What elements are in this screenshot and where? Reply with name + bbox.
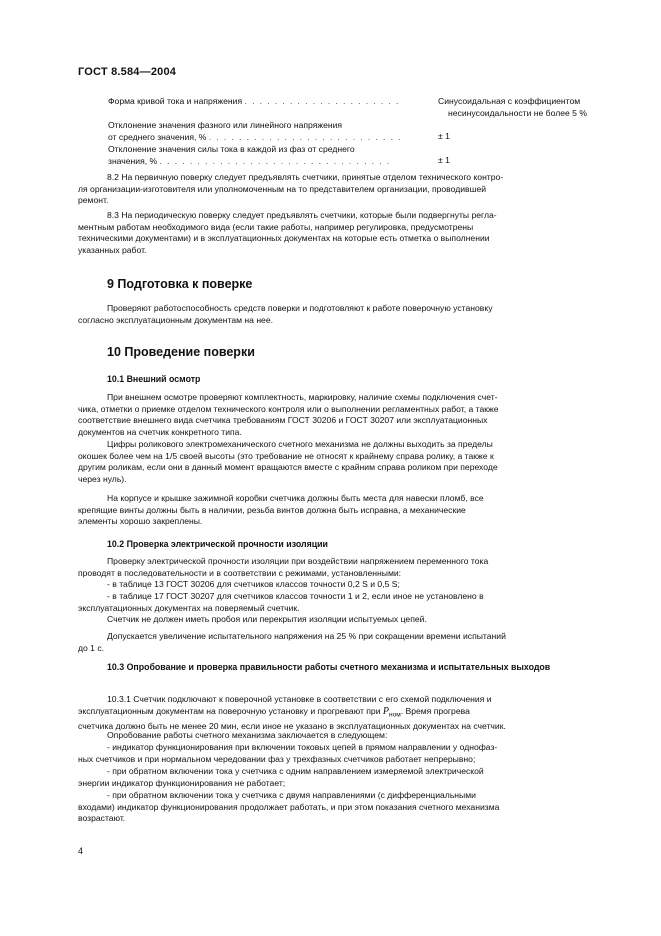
req-current-value: ± 1 (438, 155, 450, 165)
section-9-heading: 9 Подготовка к поверке (107, 277, 253, 291)
section-10-3-bullet-1: - индикатор функционирования при включении токовых цепей в прямом направлении у однофаз- ных счетчиков и при нормальном чередовании фаз у трехфазных счетчиков работает непрерывно; (78, 742, 498, 764)
section-10-2-heading: 10.2 Проверка электрической прочности изоляции (107, 539, 328, 549)
section-10-3-1: 10.3.1 Счетчик подключают к поверочной установке в соответствии с его схемой подключения и эксплуатационным документам на поверочную установку и прогревают при $P_{ном}$. Время прогрева счетчика должно быть не менее 20 мин, если иное не указано в эксплуатационных документах на счетчик. (78, 694, 506, 731)
section-9-text: Проверяют работоспособность средств поверки и подготовляют к работе поверочную установку согласно эксплуатационным документам на нее. (78, 303, 493, 325)
section-10-3-p2: Опробование работы счетного механизма заключается в следующем: (107, 730, 388, 740)
section-10-2-bullet-1: - в таблице 13 ГОСТ 30206 для счетчиков классов точности 0,2 S и 0,5 S; (107, 579, 400, 589)
paragraph-8-2: 8.2 На первичную поверку следует предъявлять счетчики, принятые отделом технического контро- ля организации-изготовителя или уполномоченным на то представителем организации, проводившей ремонт. (78, 172, 504, 206)
section-10-1-p1: При внешнем осмотре проверяют комплектность, маркировку, наличие схемы подключения счет- чика, отметки о приемке отделом технического контроля или о выполнении регламентных работ, а также соответствие внешнего вида счетчика требованиям ГОСТ 30206 и ГОСТ 30207 или эксплуатационных документов на счетчик конкретного типа. (78, 392, 499, 437)
section-10-3-heading: 10.3 Опробование и проверка правильности работы счетного механизма и испытательных выходов (107, 662, 551, 672)
section-10-3-bullet-2: - при обратном включении тока у счетчика с одним направлением измеряемой электрической энергии индикатор функционирования не работает; (78, 766, 484, 788)
section-10-2-bullet-2: - в таблице 17 ГОСТ 30207 для счетчиков классов точности 1 и 2, если иное не установлено в эксплуатационных документах на поверяемый счетчик. (78, 591, 484, 613)
paragraph-8-3: 8.3 На периодическую поверку следует предъявлять счетчики, которые были подвергнуты регла- ментным работам необходимого вида (если такие работы, например регулировка, предусмотрены техническими документами) и в эксплуатационных документах на которые есть отметка о выполнении указанных работ. (78, 210, 497, 255)
section-10-1-p2: Цифры роликового электромеханического счетного механизма не должны выходить за пределы окошек более чем на 1/5 своей высоты (это требование не относят к крайнему справа ролику, а также к другим роликам, если они в данный момент вращаются вместе с крайним справа роликом при переходе через нуль). (78, 439, 498, 484)
page-number: 4 (78, 846, 84, 856)
req-voltage-label: Отклонение значения фазного или линейного напряжения от среднего значения, % . . . . . . . . . . . . . . . . . . . . . . . . . . (108, 120, 402, 142)
req-voltage-value: ± 1 (438, 131, 450, 141)
section-10-2-p3: Допускается увеличение испытательного напряжения на 25 % при сокращении времени испытаний до 1 с. (78, 631, 506, 653)
section-10-1-heading: 10.1 Внешний осмотр (107, 374, 201, 384)
req-waveform-label: Форма кривой тока и напряжения . . . . . . . . . . . . . . . . . . . . . (108, 96, 400, 106)
document-header: ГОСТ 8.584—2004 (78, 66, 177, 78)
section-10-2-p2: Счетчик не должен иметь пробоя или перекрытия изоляции испытуемых цепей. (107, 614, 427, 624)
section-10-1-p3: На корпусе и крышке зажимной коробки счетчика должны быть места для навески пломб, все крепящие винты должны быть в наличии, резьба винтов должна быть исправна, а механические элементы хорошо закреплены. (78, 493, 484, 527)
section-10-3-bullet-3: - при обратном включении тока у счетчика с двумя направлениями (с дифференциальными входами) индикатор функционирования продолжает работать, и при этом показания счетного механизма возрастают. (78, 790, 500, 824)
section-10-2-p1: Проверку электрической прочности изоляции при воздействии напряжением переменного тока проводят в последовательности и в соответствии с режимами, установленными: (78, 556, 489, 578)
section-10-heading: 10 Проведение поверки (107, 345, 255, 359)
req-waveform-value: Синусоидальная с коэффициентом несинусоидальности не более 5 % (438, 96, 587, 118)
req-current-label: Отклонение значения силы тока в каждой из фаз от среднего значения, % . . . . . . . . . . . . . . . . . . . . . . . . . . . . . . . (108, 144, 391, 166)
